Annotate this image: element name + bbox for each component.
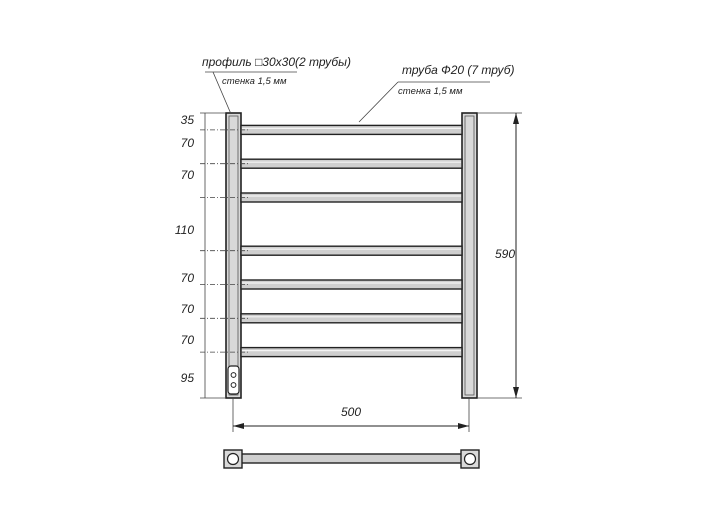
horizontal-pipe bbox=[241, 280, 462, 289]
profile-wall-label: стенка 1,5 мм bbox=[222, 76, 287, 87]
spacing-label: 35 bbox=[180, 113, 194, 127]
heating-element-plug-icon bbox=[228, 366, 239, 394]
width-label: 500 bbox=[340, 405, 362, 419]
horizontal-pipe bbox=[241, 125, 462, 134]
horizontal-pipe bbox=[241, 159, 462, 168]
spacing-label: 110 bbox=[174, 223, 194, 237]
total-height-label: 590 bbox=[494, 247, 516, 261]
pipe-wall-label: стенка 1,5 мм bbox=[398, 86, 463, 97]
left-profile bbox=[226, 113, 241, 398]
spacing-label: 70 bbox=[180, 302, 194, 316]
horizontal-pipe bbox=[241, 246, 462, 255]
horizontal-pipes bbox=[241, 125, 462, 356]
top-view bbox=[224, 450, 479, 468]
spacing-label: 70 bbox=[180, 333, 194, 347]
horizontal-pipe bbox=[241, 314, 462, 323]
pipe-label: труба Ф20 (7 труб) bbox=[402, 63, 515, 77]
profile-label: профиль □30х30(2 трубы) bbox=[202, 55, 351, 69]
spacing-label: 70 bbox=[180, 136, 194, 150]
horizontal-pipe bbox=[241, 348, 462, 357]
total-height-dimension bbox=[478, 113, 522, 398]
width-dimension bbox=[233, 398, 469, 432]
spacing-label: 70 bbox=[180, 168, 194, 182]
horizontal-pipe bbox=[241, 193, 462, 202]
spacing-label: 95 bbox=[180, 371, 194, 385]
profile-annotation bbox=[202, 55, 351, 114]
spacing-label: 70 bbox=[180, 271, 194, 285]
right-profile bbox=[462, 113, 477, 398]
spacing-labels bbox=[175, 113, 194, 385]
